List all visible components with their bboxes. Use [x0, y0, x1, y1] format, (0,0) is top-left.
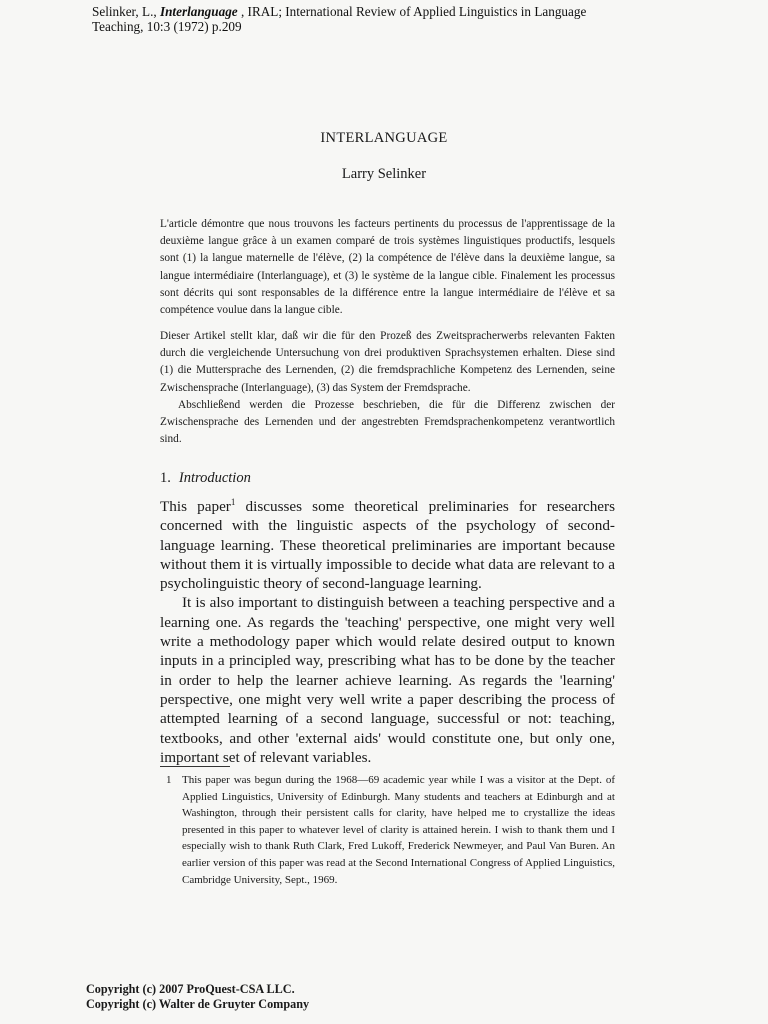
citation-author: Selinker, L., — [92, 4, 160, 19]
copyright-line-2: Copyright (c) Walter de Gruyter Company — [86, 997, 310, 1011]
abstract-french-text: L'article démontre que nous trouvons les facteurs pertinents du processus de l'apprentissage de la deuxième langue grâce à un examen comparé de trois systèmes linguistiques productifs, lesquels sont (1) la langue maternelle de l'élève, (2) la compétence de l'élève dans la deuxième langue, sa langue intermédiaire (Interlanguage), et (3) le système de la langue cible. Finalement les processus sont décrits qui sont responsables de la différence entre la langue intermédiaire de l'élève et sa compétence voulue dans la langue cible. — [160, 218, 615, 317]
article-author: Larry Selinker — [341, 166, 427, 182]
body-paragraph-1-rest: discusses some theoretical preliminaries for researchers concerned with the linguistic aspects of the psychology of second-language learning. These theoretical preliminaries are important because without them it is virtually impossible to decide what data are relevant to a psycholinguistic theory of second-language learning. — [160, 498, 615, 593]
footnote-divider — [160, 766, 230, 767]
copyright-line-1: Copyright (c) 2007 ProQuest-CSA LLC. — [86, 982, 295, 996]
citation-header — [92, 4, 732, 34]
abstract-german — [160, 328, 615, 448]
footnote-number: 1 — [166, 774, 172, 786]
footnote-reference: 1 — [230, 496, 236, 507]
section-title: Introduction — [178, 470, 251, 486]
footnote-text: This paper was begun during the 1968—69 academic year while I was a visitor at the Dept. of Applied Linguistics, University of Edinburgh. Many students and teachers at Edinburgh and at Washington, through their persistent calls for clarity, have helped me to crystallize the ideas presented in this paper to whatever level of clarity is attained herein. I wish to thank them und I especially wish to thank Ruth Clark, Fred Lukoff, Frederick Newmeyer, and Paul Van Buren. An earlier version of this paper was read at the Second International Congress of Applied Linguistics, Cambridge University, Sept., 1969. — [182, 774, 615, 886]
body-paragraph-1-start: This paper — [160, 498, 231, 515]
abstract-german-paragraph-2: Abschließend werden die Prozesse beschrieben, die für die Differenz zwischen der Zwischensprache des Lernenden und der angestrebten Fremdsprachenkompetenz verantwortlich sind. — [160, 398, 615, 446]
article-title: INTERLANGUAGE — [320, 130, 448, 146]
citation-line-1 — [92, 4, 732, 19]
section-heading — [160, 470, 251, 487]
abstract-french — [160, 216, 615, 319]
body-paragraph-1 — [160, 497, 615, 593]
section-number: 1. — [160, 470, 171, 486]
abstract-german-paragraph-1: Dieser Artikel stellt klar, daß wir die für den Prozeß des Zweitspracherwerbs relevanten Fakten durch die vergleichende Untersuchung von drei produktiven Sprachsystemen erhalten. Diese sind (1) die Muttersprache des Lernenden, (2) die fremdsprachliche Kompetenz des Lernenden, seine Zwischensprache (Interlanguage), (3) das System der Fremdsprache. — [160, 330, 615, 394]
citation-line-2: Teaching, 10:3 (1972) p.209 — [92, 19, 242, 34]
citation-journal: , IRAL; International Review of Applied Linguistics in Language — [237, 4, 587, 19]
copyright-notice — [86, 982, 309, 1012]
body-text — [160, 497, 615, 767]
footnote — [160, 772, 615, 888]
citation-title: Interlanguage — [159, 4, 238, 19]
body-paragraph-2: It is also important to distinguish between a teaching perspective and a learning one. As regards the 'teaching' perspective, one might very well write a methodology paper which would relate desired output to known inputs in a principled way, prescribing what has to be done by the teacher in order to help the learner achieve learning. As regards the 'learning' perspective, one might very well write a paper describing the process of attempted learning of a second language, successful or not: teaching, textbooks, and other 'external aids' would constitute one, but only one, important set of relevant variables. — [160, 594, 615, 766]
